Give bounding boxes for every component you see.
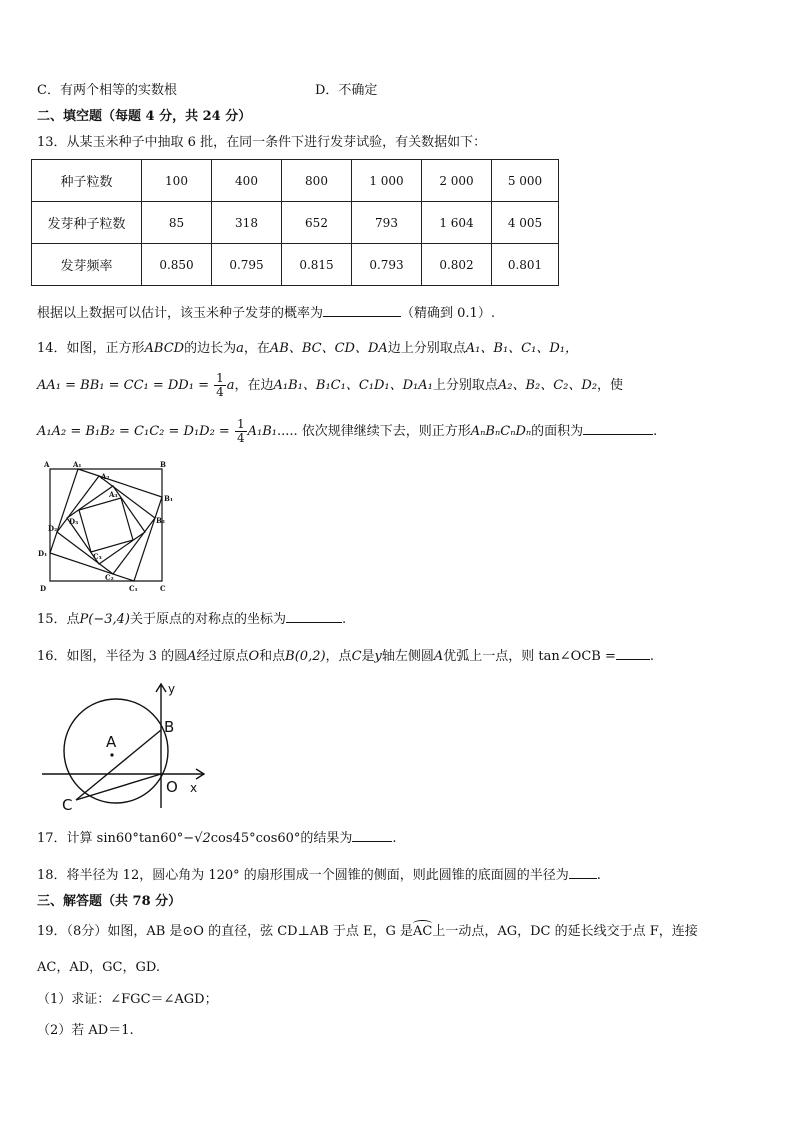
text: 17．计算 sin60°tan60°− [37,831,195,846]
label-c: C [62,796,73,814]
math: AB、BC、CD、DA [269,341,388,356]
q19-line-2: AC，AD，GC，GD. [37,960,160,975]
text: . [392,831,397,846]
q19-part-2: （2）若 AD＝1. [37,1023,134,1038]
text: ，在边 [234,378,274,393]
label-b2: B₂ [156,516,165,525]
label-d2: D₂ [48,524,58,533]
text: 16．如图，半径为 3 的圆 [37,649,188,664]
q14-line-1 [37,340,578,358]
q19-line-1 [37,923,698,941]
table-cell: 0.801 [492,244,559,286]
math: A₂、B₂、C₂、D₂ [497,378,598,393]
answer-blank [323,304,401,317]
table-cell: 0.793 [352,244,422,286]
table-cell: 100 [142,160,212,202]
label-x: x [190,781,198,795]
table-row-header: 发芽频率 [32,244,142,286]
q12-option-d: D．不确定 [315,83,378,98]
q19-part-1: （1）求证：∠FGC＝∠AGD； [37,992,218,1007]
q12-option-c: C．有两个相等的实数根 [37,83,177,98]
arc-mark [413,920,432,927]
answer-blank [352,829,392,842]
text: 经过原点 [196,649,249,664]
q16-circle-figure [40,680,220,815]
text: ，使 [597,378,624,393]
q14-line-2 [37,372,623,400]
math: A₁A₂ = B₁B₂ = C₁C₂ = D₁D₂ = [37,424,230,439]
text: 优弧上一点，则 tan∠OCB = [443,649,616,664]
table-cell: 1 000 [352,160,422,202]
label-o: O [166,778,178,796]
label-b: B [164,718,175,736]
square-abcd [50,469,162,581]
label-b1: B₁ [164,494,173,503]
fraction [235,418,247,445]
text: 轴左侧圆 [381,649,434,664]
label-b: B [160,460,166,469]
math: AA₁ = BB₁ = CC₁ = DD₁ = [37,378,209,393]
section-3-title: 三、解答题（共 78 分） [37,894,182,909]
label-c2: C₂ [105,573,114,582]
table-cell: 0.850 [142,244,212,286]
answer-blank [286,610,342,623]
label-d3: D₃ [69,517,79,526]
label-a: A [44,460,50,469]
square-a1b1c1d1 [50,469,162,581]
table-cell: 5 000 [492,160,559,202]
square-a3b3c3d3 [67,486,145,564]
arc-notation [413,923,432,941]
math: AC [413,924,433,939]
center-point-a [110,753,113,756]
math: ABCD [144,341,185,356]
math: B(0,2) [285,649,326,664]
table-cell: 1 604 [422,202,492,244]
answer-blank [616,647,650,660]
table-row [32,160,559,202]
text: 和点 [259,649,286,664]
label-d: D [40,584,47,593]
label-y: y [168,682,176,696]
fraction-numerator: 1 [236,417,245,431]
answer-blank [583,422,653,435]
q16-line [37,647,654,666]
text: 14．如图，正方形 [37,341,145,356]
segment-co [76,774,161,800]
q15-line [37,610,346,629]
table-row-header: 种子粒数 [32,160,142,202]
q13-conclusion [37,304,495,323]
text: 关于原点的对称点的坐标为 [130,612,287,627]
table-row [32,202,559,244]
table-cell: 85 [142,202,212,244]
math: A₁、B₁、C₁、D₁， [465,341,578,356]
table-row [32,244,559,286]
q14-square-figure [35,459,175,594]
q18-line [37,866,601,885]
label-a2: A₂ [101,472,110,481]
text: . [342,612,347,627]
q17-line [37,829,397,848]
text: 19．（8分）如图，AB 是⊙O 的直径，弦 CD⊥AB 于点 E，G 是 [37,924,414,939]
text: ..... 依次规律继续下去，则正方形 [276,424,471,439]
fraction-denominator: 4 [236,431,245,445]
label-a: A [106,733,117,751]
label-a3: A₃ [109,490,118,499]
table-cell: 2 000 [422,160,492,202]
math: P(−3,4) [79,612,131,627]
label-c: C [160,584,166,593]
table-cell: 652 [282,202,352,244]
text: cos45°cos60°的结果为 [210,831,353,846]
math: a [236,341,244,356]
text: 的边长为 [184,341,237,356]
math: A [187,649,197,664]
fraction-numerator: 1 [216,371,224,385]
text: . [653,424,658,439]
q13-conclusion-note: （精确到 0.1）. [401,306,495,321]
math: AₙBₙCₙDₙ [470,424,532,439]
q14-line-3 [37,418,657,446]
q13-stem: 13．从某玉米种子中抽取 6 批，在同一条件下进行发芽试验，有关数据如下： [37,135,487,150]
math: y [374,649,382,664]
answer-blank [569,866,597,879]
text: . [649,649,654,664]
q13-data-table [31,159,559,286]
fraction-denominator: 4 [216,385,224,399]
table-cell: 793 [352,202,422,244]
text: ，在 [243,341,270,356]
table-cell: 400 [212,160,282,202]
q13-conclusion-text: 根据以上数据可以估计，该玉米种子发芽的概率为 [37,306,324,321]
square-a4b4c4d4 [79,498,133,552]
text: 18．将半径为 12，圆心角为 120° 的扇形围成一个圆锥的侧面，则此圆锥的底面圆的半径为 [37,868,569,883]
math: A₁B₁、B₁C₁、C₁D₁、D₁A₁ [273,378,433,393]
text: 15．点 [37,612,80,627]
segment-cb [76,730,161,800]
math: A [433,649,444,664]
text: 边上分别取点 [387,341,466,356]
table-cell: 800 [282,160,352,202]
table-row-header: 发芽种子粒数 [32,202,142,244]
table-cell: 0.815 [282,244,352,286]
text: 上分别取点 [432,378,498,393]
table-cell: 318 [212,202,282,244]
label-c3: C₃ [93,552,102,561]
table-cell: 0.795 [212,244,282,286]
table-cell: 4 005 [492,202,559,244]
fraction [214,372,226,399]
label-c1: C₁ [129,584,138,593]
math: O [248,649,260,664]
math-sqrt: √2 [194,831,211,846]
math: A₁B₁ [247,424,277,439]
text: . [596,868,601,883]
label-d1: D₁ [38,549,48,558]
table-cell: 0.802 [422,244,492,286]
text: 的面积为 [531,424,584,439]
text: 是 [361,649,375,664]
math: C [351,649,362,664]
math: a [226,378,235,393]
text: 上一动点，AG，DC 的延长线交于点 F，连接 [432,924,698,939]
label-a1: A₁ [73,460,82,469]
text: ，点 [325,649,352,664]
section-2-title: 二、填空题（每题 4 分，共 24 分） [37,109,252,124]
